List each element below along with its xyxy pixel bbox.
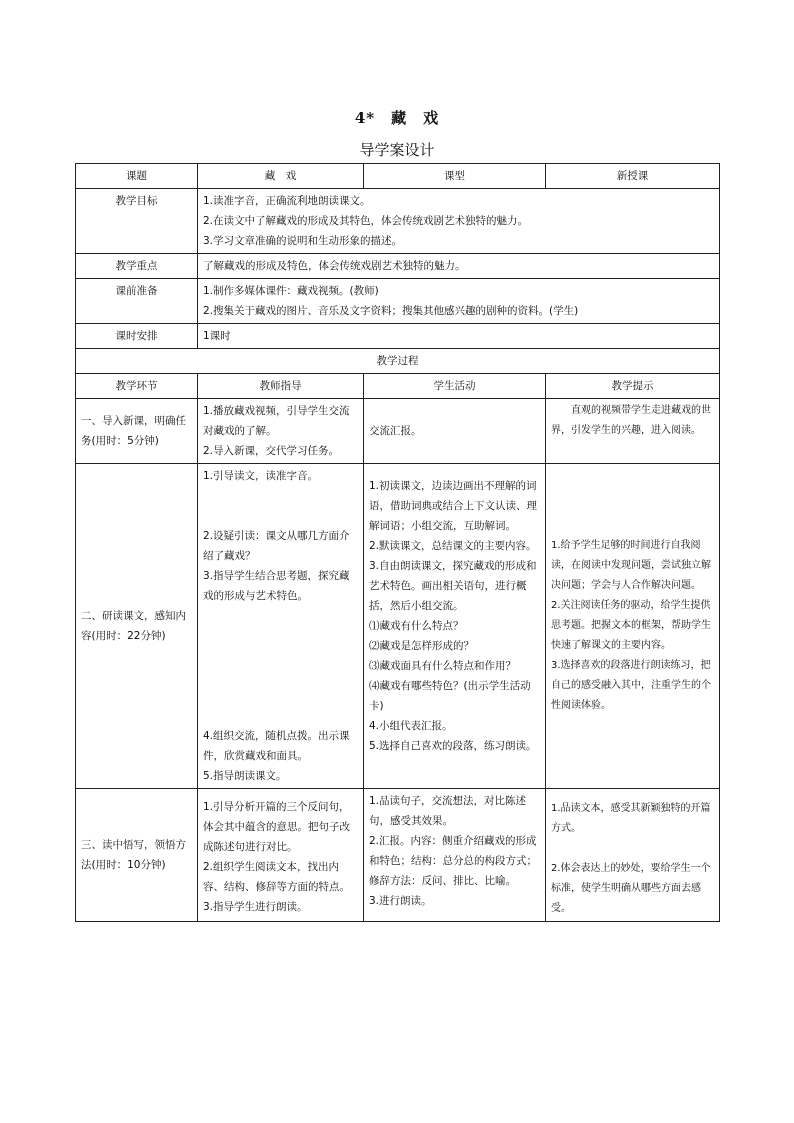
page-subtitle: 导学案设计 <box>359 141 435 159</box>
teacher-step: 1.播放藏戏视频，引导学生交流对藏戏的了解。 <box>203 405 350 437</box>
topic-value: 藏 戏 <box>198 164 364 189</box>
lesson-plan-table <box>75 163 720 922</box>
teacher-step: 2.设疑引读：课文从哪几方面介绍了藏戏？ <box>203 530 350 562</box>
schedule-value: 1课时 <box>198 324 720 349</box>
schedule-row <box>76 324 720 349</box>
student-step: ⑵藏戏是怎样形成的？ <box>369 640 474 652</box>
teacher-step: 3.指导学生进行朗读。 <box>203 901 308 913</box>
process-section-title: 教学过程 <box>76 349 720 374</box>
student-step: 5.选择自己喜欢的段落，练习朗读。 <box>369 740 537 752</box>
tips-cell <box>546 789 720 922</box>
process-row-writing <box>76 789 720 922</box>
teacher-cell <box>198 464 364 789</box>
schedule-label: 课时安排 <box>76 324 198 349</box>
tip-item: 1.品读文本，感受其新颖独特的开篇方式。 <box>551 803 711 834</box>
student-step: 1.初读课文，边读边画出不理解的词语，借助词典或结合上下文认读、理解词语；小组交流，互助解词。 <box>369 480 537 532</box>
stage-cell: 一、导入新课，明确任务(用时：5分钟) <box>76 399 198 464</box>
student-step: 2.汇报。内容：侧重介绍藏戏的形成和特色；结构：总分总的构段方式；修辞方法：反问、排比、比喻。 <box>369 835 537 887</box>
student-step: 3.进行朗读。 <box>369 895 432 907</box>
prep-label: 课前准备 <box>76 279 198 324</box>
col-header-stage: 教学环节 <box>76 374 198 399</box>
tips-cell <box>546 464 720 789</box>
tip-item: 3.选择喜欢的段落进行朗读练习，把自己的感受融入其中，注重学生的个性阅读体验。 <box>551 660 711 711</box>
col-header-student: 学生活动 <box>364 374 546 399</box>
teacher-step: 3.指导学生结合思考题，探究藏戏的形成与艺术特色。 <box>203 570 350 602</box>
tip-item: 直观的视频带学生走进藏戏的世界，引发学生的兴趣，进入阅读。 <box>551 405 711 436</box>
prep-content <box>198 279 720 324</box>
prep-item: 1.制作多媒体课件：藏戏视频。(教师) <box>203 285 379 297</box>
student-step: ⑶藏戏面具有什么特点和作用？ <box>369 660 516 672</box>
student-step: 3.自由朗读课文，探究藏戏的形成和艺术特色。画出相关语句，进行概括，然后小组交流。 <box>369 560 537 612</box>
process-row-intro <box>76 399 720 464</box>
process-row-study <box>76 464 720 789</box>
col-header-tips: 教学提示 <box>546 374 720 399</box>
teacher-step: 1.引导读文，读准字音。 <box>203 470 319 482</box>
stage-cell: 二、研读课文，感知内容(用时：22分钟) <box>76 464 198 789</box>
col-header-teacher: 教师指导 <box>198 374 364 399</box>
goals-label: 教学目标 <box>76 189 198 254</box>
key-points-label: 教学重点 <box>76 254 198 279</box>
goal-item: 1.读准字音，正确流利地朗读课文。 <box>203 195 371 207</box>
teacher-step: 5.指导朗读课文。 <box>203 770 287 782</box>
key-points-text: 了解藏戏的形成及特色，体会传统戏剧艺术独特的魅力。 <box>198 254 720 279</box>
key-points-row <box>76 254 720 279</box>
student-cell <box>364 789 546 922</box>
topic-label: 课题 <box>76 164 198 189</box>
page-title: 4* 藏 戏 <box>354 109 440 127</box>
process-header-row <box>76 374 720 399</box>
goal-item: 3.学习文章准确的说明和生动形象的描述。 <box>203 235 403 247</box>
student-step: ⑷藏戏有哪些特色？(出示学生活动卡) <box>369 680 531 712</box>
student-step: 交流汇报。 <box>369 425 422 437</box>
stage-cell: 三、读中悟写，领悟方法(用时：10分钟) <box>76 789 198 922</box>
student-cell <box>364 464 546 789</box>
tip-item: 2.体会表达上的妙处，要给学生一个标准，使学生明确从哪些方面去感受。 <box>551 863 711 914</box>
teacher-step: 2.组织学生阅读文本，找出内容、结构、修辞等方面的特点。 <box>203 861 350 893</box>
teacher-cell <box>198 399 364 464</box>
tips-cell <box>546 399 720 464</box>
type-value: 新授课 <box>546 164 720 189</box>
student-step: ⑴藏戏有什么特点？ <box>369 620 464 632</box>
teacher-step: 1.引导分析开篇的三个反问句，体会其中蕴含的意思。把句子改成陈述句进行对比。 <box>203 801 350 853</box>
student-step: 1.品读句子，交流想法，对比陈述句，感受其效果。 <box>369 795 527 827</box>
teacher-step: 2.导入新课，交代学习任务。 <box>203 445 340 457</box>
goals-row <box>76 189 720 254</box>
topic-row <box>76 164 720 189</box>
type-label: 课型 <box>364 164 546 189</box>
prep-row <box>76 279 720 324</box>
teacher-cell <box>198 789 364 922</box>
student-step: 2.默读课文，总结课文的主要内容。 <box>369 540 537 552</box>
student-cell <box>364 399 546 464</box>
goal-item: 2.在读文中了解藏戏的形成及其特色，体会传统戏剧艺术独特的魅力。 <box>203 215 529 227</box>
student-step: 4.小组代表汇报。 <box>369 720 453 732</box>
goals-content <box>198 189 720 254</box>
tip-item: 2.关注阅读任务的驱动，给学生提供思考题。把握文本的框架，帮助学生快速了解课文的主要内容。 <box>551 600 711 651</box>
process-title-row <box>76 349 720 374</box>
teacher-step: 4.组织交流，随机点拨。出示课件，欣赏藏戏和面具。 <box>203 730 350 762</box>
prep-item: 2.搜集关于藏戏的图片、音乐及文字资料；搜集其他感兴趣的剧种的资料。(学生) <box>203 305 579 317</box>
tip-item: 1.给予学生足够的时间进行自我阅读，在阅读中发现问题，尝试独立解决问题；学会与人合作解决问题。 <box>551 540 711 591</box>
